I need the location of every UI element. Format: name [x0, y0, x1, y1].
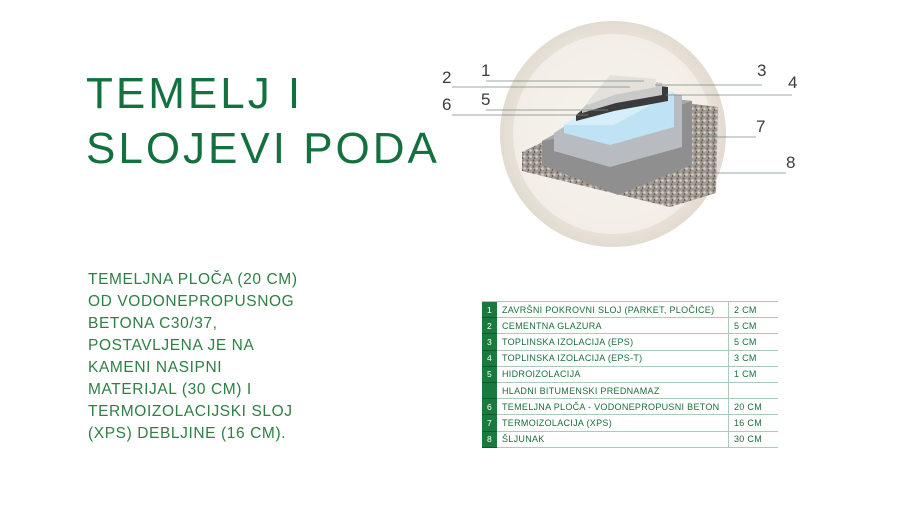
table-row: [482, 302, 778, 318]
row-number: 3: [482, 334, 497, 350]
row-thickness: 16 CM: [729, 415, 779, 431]
row-description: HLADNI BITUMENSKI PREDNAMAZ: [497, 382, 729, 398]
description-line: OD VODONEPROPUSNOG: [88, 293, 295, 310]
row-number: 7: [482, 415, 497, 431]
row-thickness: [729, 382, 779, 398]
layer-label-4: 4: [788, 73, 798, 92]
description-line: KAMENI NASIPNI: [88, 359, 223, 376]
row-number: 8: [482, 431, 497, 447]
row-number: 6: [482, 399, 497, 415]
layer-label-7: 7: [756, 117, 766, 136]
row-description: TOPLINSKA IZOLACIJA (EPS-T): [497, 350, 729, 366]
layers-diagram-svg: [430, 15, 820, 260]
layer-label-2: 2: [442, 68, 452, 87]
row-description: ŠLJUNAK: [497, 431, 729, 447]
row-number: 2: [482, 318, 497, 334]
row-description: HIDROIZOLACIJA: [497, 366, 729, 382]
row-description: TOPLINSKA IZOLACIJA (EPS): [497, 334, 729, 350]
row-description: ZAVRŠNI POKROVNI SLOJ (PARKET, PLOČICE): [497, 302, 729, 318]
table-row: [482, 334, 778, 350]
row-description: TEMELJNA PLOČA - VODONEPROPUSNI BETON: [497, 399, 729, 415]
row-thickness: 20 CM: [729, 399, 779, 415]
table-row: [482, 350, 778, 366]
row-thickness: 30 CM: [729, 431, 779, 447]
description-text: [88, 269, 378, 445]
row-thickness: 5 CM: [729, 334, 779, 350]
row-description: TERMOIZOLACIJA (XPS): [497, 415, 729, 431]
layer-label-1: 1: [481, 61, 491, 80]
table-row: [482, 366, 778, 382]
row-number: [482, 382, 497, 398]
table-row: [482, 399, 778, 415]
layer-label-3: 3: [757, 61, 767, 80]
row-thickness: 1 CM: [729, 366, 779, 382]
page-title: [86, 66, 440, 176]
table-row: [482, 382, 778, 398]
row-number: 1: [482, 302, 497, 318]
layer-label-5: 5: [481, 90, 491, 109]
description-line: TERMOIZOLACIJSKI SLOJ: [88, 403, 293, 420]
description-line: (XPS) DEBLJINE (16 CM).: [88, 425, 287, 442]
description-line: MATERIJAL (30 CM) I: [88, 381, 252, 398]
table-row: [482, 318, 778, 334]
row-number: 5: [482, 366, 497, 382]
row-description: CEMENTNA GLAZURA: [497, 318, 729, 334]
title-line-2: SLOJEVI PODA: [86, 124, 440, 173]
title-line-1: TEMELJ I: [86, 69, 304, 118]
layers-table: [482, 301, 778, 448]
description-line: POSTAVLJENA JE NA: [88, 337, 255, 354]
description-line: BETONA C30/37,: [88, 315, 218, 332]
table-row: [482, 431, 778, 447]
floor-layers-illustration: [430, 15, 820, 260]
row-thickness: 5 CM: [729, 318, 779, 334]
description-line: TEMELJNA PLOČA (20 CM): [88, 271, 298, 288]
row-number: 4: [482, 350, 497, 366]
layer-label-8: 8: [786, 153, 796, 172]
layer-label-6: 6: [442, 95, 452, 114]
row-thickness: 2 CM: [729, 302, 779, 318]
table-row: [482, 415, 778, 431]
row-thickness: 3 CM: [729, 350, 779, 366]
